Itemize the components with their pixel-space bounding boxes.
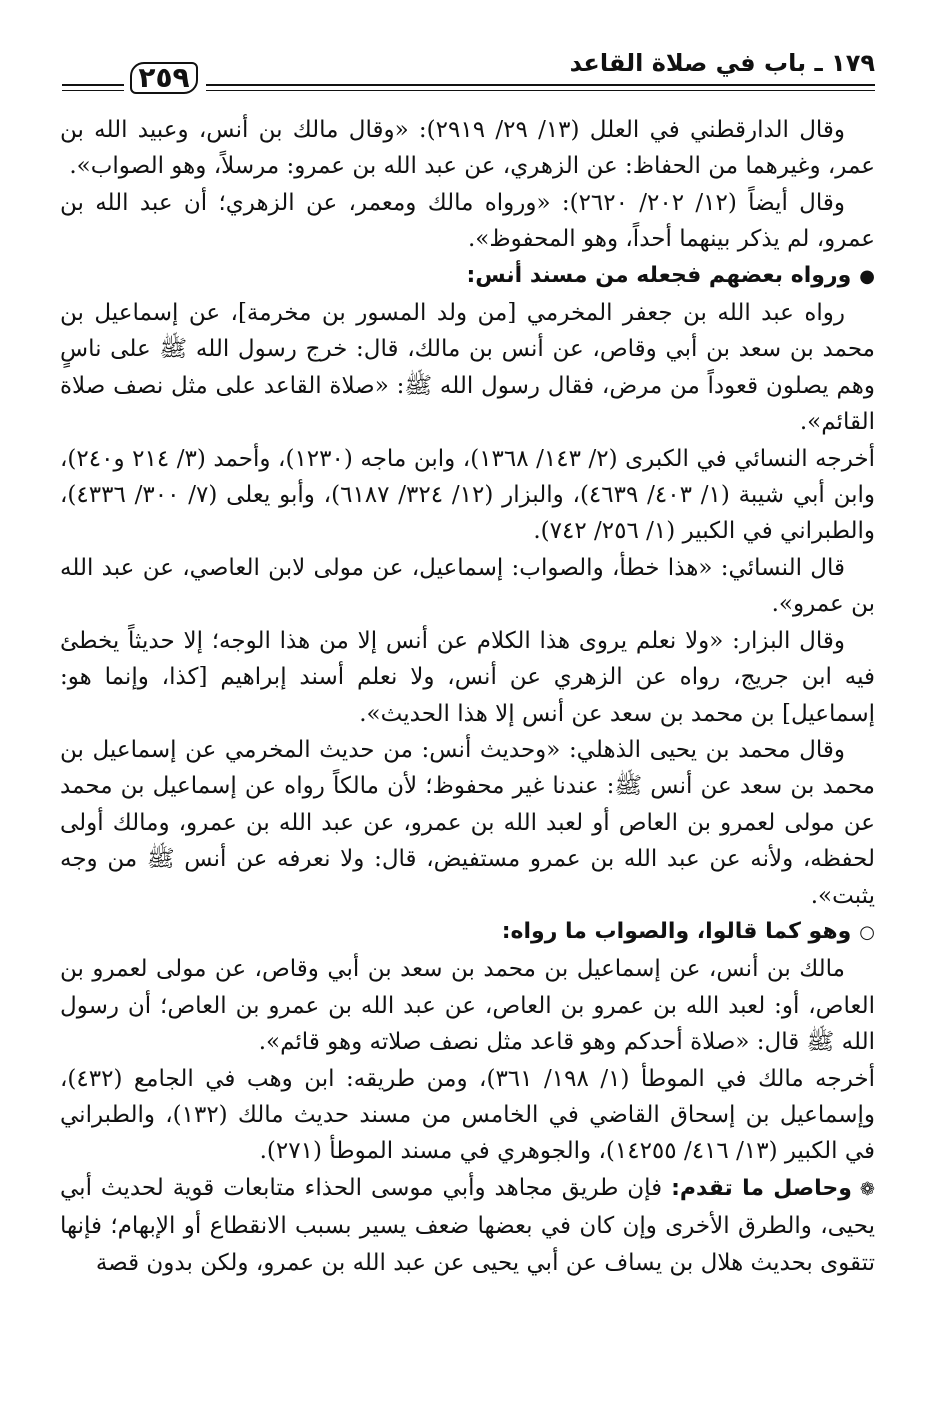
- conclusion-text: فإن طريق مجاهد وأبي موسى الحذاء متابعات قوية لحديث أبي يحيى، والطرق الأخرى وإن كان في بعضها ضعف يسير بسبب الانقطاع أو الإبهام؛ فإنها تتقوى بحديث هلال بن يساف عن أبي يحيى عن عبد الله بن عمرو، ولكن بدون قصة: [60, 1174, 875, 1276]
- circle-icon: ○: [859, 921, 875, 943]
- heading-text: ورواه بعضهم فجعله من مسند أنس:: [466, 262, 852, 288]
- page-body: [60, 112, 875, 1281]
- paragraph-makhrami: رواه عبد الله بن جعفر المخرمي [من ولد المسور بن مخرمة]، عن إسماعيل بن محمد بن سعد بن أبي وقاص، عن أنس بن مالك، قال: خرج رسول الله ﷺ على ناسٍ وهم يصلون قعوداً من مرض، فقال رسول الله ﷺ: «صلاة القاعد على مثل نصف صلاة القائم».: [60, 300, 875, 436]
- header-rule: [206, 84, 875, 86]
- page-header: [60, 40, 875, 100]
- paragraph-dhuhli: وقال محمد بن يحيى الذهلي: «وحديث أنس: من حديث المخرمي عن إسماعيل بن محمد بن سعد عن أنس ﷺ: عندنا غير محفوظ؛ لأن مالكاً رواه عن إسماعيل بن محمد عن مولى لعمرو بن العاص أو لعبد الله بن عمرو، عن عبد الله بن عمرو، ومالك أولى لحفظه، ولأنه عن عبد الله بن عمرو مستفيض، قال: ولا نعرفه عن أنس ﷺ من وجه يثبت».: [60, 736, 875, 909]
- paragraph-conclusion: [60, 1170, 875, 1281]
- bullet-icon: ●: [859, 265, 875, 287]
- running-title: ١٧٩ ـ باب في صلاة القاعد: [569, 49, 875, 77]
- paragraph-daraqutni: وقال الدارقطني في العلل (١٣/ ٢٩/ ٢٩١٩): «وقال مالك بن أنس، وعبيد الله بن عمر، وغيرهما من الحفاظ: عن الزهري، عن عبد الله بن عمرو: مرسلاً، وهو الصواب».: [60, 117, 875, 180]
- paragraph-bazzar: وقال البزار: «ولا نعلم يروى هذا الكلام عن أنس إلا من هذا الوجه؛ إلا حديثاً يخطئ فيه ابن جريج، رواه عن الزهري عن أنس، ولا نعلم أسند إبراهيم [كذا، وإنما هو: إسماعيل] بن محمد بن سعد عن أنس إلا هذا الحديث».: [60, 627, 875, 727]
- book-page: [60, 0, 875, 1408]
- header-rule-left-thin: [62, 90, 124, 91]
- paragraph-daraqutni-2: وقال أيضاً (١٢/ ٢٠٢/ ٢٦٢٠): «ورواه مالك ومعمر، عن الزهري؛ أن عبد الله بن عمرو، لم يذكر بينهما أحداً، وهو المحفوظ».: [60, 189, 875, 253]
- heading-text: وحاصل ما تقدم:: [671, 1175, 852, 1201]
- page-number: ٢٥٩: [138, 61, 190, 94]
- header-rule-left: [62, 84, 124, 86]
- conclusion-heading: [671, 1176, 875, 1201]
- page-number-ornament: [122, 58, 206, 98]
- header-rule-thin: [206, 90, 875, 91]
- paragraph-muwatta: أخرجه مالك في الموطأ (١/ ١٩٨/ ٣٦١)، ومن طريقه: ابن وهب في الجامع (٤٣٢)، وإسماعيل بن إسحاق القاضي في الخامس من مسند حديث مالك (١٣٢)، والطبراني في الكبير (١٣/ ٤١٦/ ١٤٢٥٥)، والجوهري في مسند الموطأ (٢٧١).: [60, 1065, 876, 1165]
- flower-icon: ❁: [859, 1178, 875, 1200]
- section-heading-anas: [60, 258, 875, 295]
- paragraph-malik: مالك بن أنس، عن إسماعيل بن محمد بن سعد بن أبي وقاص، عن مولى لعمرو بن العاص، أو: لعبد الله بن عمرو بن العاص، عن عبد الله بن عمرو بن العاص؛ أن رسول الله ﷺ قال: «صلاة أحدكم وهو قاعد مثل نصف صلاته وهو قائم».: [60, 956, 875, 1056]
- section-heading-sawab: [60, 914, 875, 951]
- heading-text: وهو كما قالوا، والصواب ما رواه:: [501, 918, 852, 944]
- paragraph-takhrij: أخرجه النسائي في الكبرى (٢/ ١٤٣/ ١٣٦٨)، وابن ماجه (١٢٣٠)، وأحمد (٣/ ٢١٤ و٢٤٠)، وابن أبي شيبة (١/ ٤٠٣/ ٤٦٣٩)، والبزار (١٢/ ٣٢٤/ ٦١٨٧)، وأبو يعلى (٧/ ٣٠٠/ ٤٣٣٦)، والطبراني في الكبير (١/ ٢٥٦/ ٧٤٢).: [60, 445, 876, 545]
- paragraph-nasai: قال النسائي: «هذا خطأ، والصواب: إسماعيل، عن مولى لابن العاصي، عن عبد الله بن عمرو».: [60, 554, 875, 618]
